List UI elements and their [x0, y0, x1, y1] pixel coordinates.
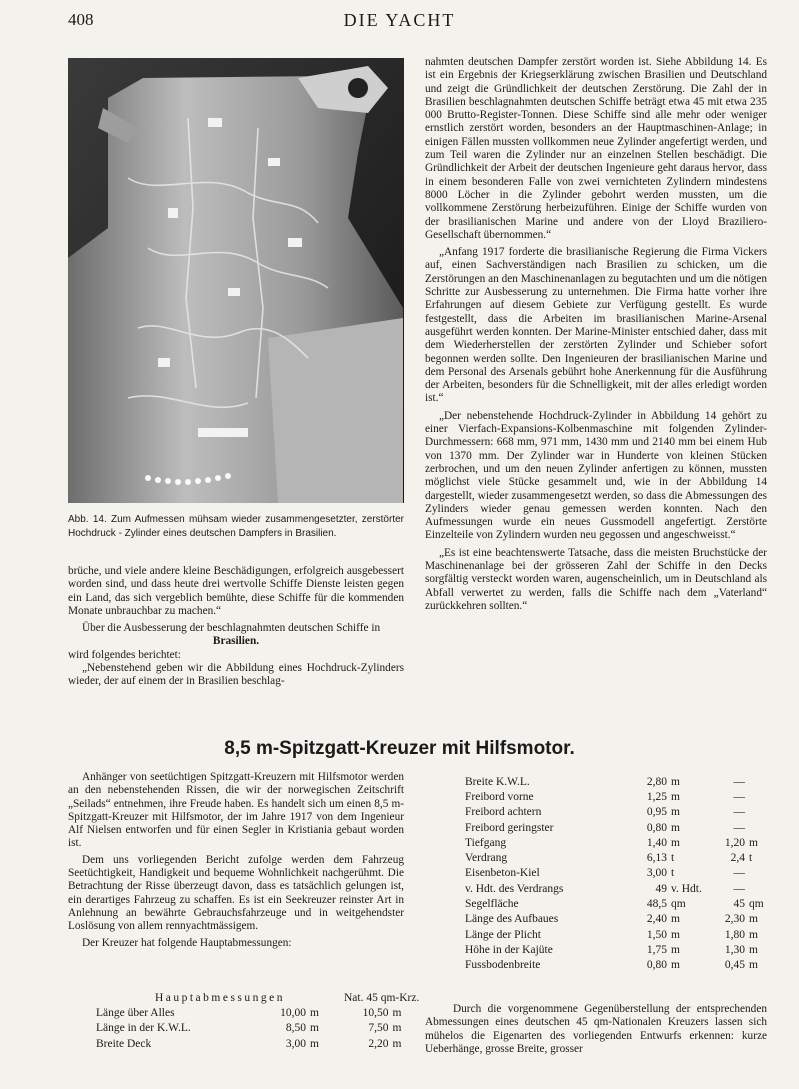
- paragraph: brüche, und viele andere kleine Beschädigungen, erfolgreich ausgebessert worden sind, und dass heute drei wertvolle Schiffe Dienste leisten gegen ein Land, das sich vergeblich bemühte, diese Schiffe für die kommenden Monate unbrauchbar zu machen.“: [68, 565, 404, 617]
- left-column-top: [68, 565, 404, 693]
- paragraph: Durch die vorgenommene Gegenüberstellung der entsprechenden Abmessungen eines deutschen 45 qm-Nationalen Kreuzers lassen sich mühelos die Eigenarten des vorliegenden Entwurfs erkennen: kurze Ueberhänge, grosse Breite, grosser: [425, 1003, 767, 1055]
- row-unit: m: [671, 928, 680, 941]
- row-unit: m: [310, 1006, 319, 1019]
- table-row: [96, 1036, 419, 1051]
- row-unit: m: [310, 1037, 319, 1050]
- row-unit-compare: [749, 866, 779, 881]
- left-column-bottom: [68, 771, 404, 953]
- row-value-compare: 1,20: [724, 836, 745, 849]
- table-row: [465, 820, 779, 835]
- table-row: [465, 774, 779, 789]
- row-value-compare: 10,50: [362, 1006, 389, 1019]
- table-header-right: Nat. 45 qm-Krz.: [344, 991, 420, 1004]
- row-unit: m: [671, 821, 680, 834]
- row-unit-compare: m: [749, 913, 758, 926]
- row-unit: m: [671, 806, 680, 819]
- row-value: 3,00: [285, 1037, 306, 1050]
- section-title: 8,5 m-Spitzgatt-Kreuzer mit Hilfsmotor.: [224, 738, 575, 759]
- row-value-compare: 1,80: [724, 928, 745, 941]
- row-value: 0,80: [646, 821, 667, 834]
- row-unit-compare: m: [392, 1022, 402, 1035]
- row-unit-compare: [749, 789, 779, 804]
- page-number: 408: [68, 10, 94, 29]
- table-row: [465, 958, 779, 973]
- row-unit-compare: qm: [749, 898, 764, 911]
- paragraph: „Nebenstehend geben wir die Abbildung eines Hochdruck-Zylinders wieder, der auf einem der in Brasilien beschlag-: [68, 662, 404, 688]
- row-unit-compare: m: [749, 928, 758, 941]
- row-label: v. Hdt. des Verdrangs: [465, 882, 564, 895]
- row-value-compare: 7,50: [368, 1022, 389, 1035]
- paragraph: „Anfang 1917 forderte die brasilianische Regierung die Firma Vickers auf, einen Sachverständigen nach Brasilien zu schicken, um die Zerstörungen an den Maschinenanlagen zu begutachten und um die nötigen Schritte zur Ausbesserung zu unternehmen. Die Firma hatte vorher ihre Erfahrungen auf diesem Gebiete zur Verfügung gestellt. Es wurde festgestellt, dass die Arbeiten im brasilianischen Marine-Arsenal ausgeführt werden konnten. Der Marine-Minister entschied daher, dass mit dem Wiederherstellen der zerstörten Zylinder und Schieber sofort begonnen werden sollte. Den Ingenieuren der brasilianischen Marine und dem Personal des Arsenals gebührt hohe Anerkennung für die Ausführung der Arbeiten, besonders für die Schnelligkeit, mit der alles erledigt worden ist.“: [425, 246, 767, 405]
- paragraph: Anhänger von seetüchtigen Spitzgatt-Kreuzern mit Hilfsmotor werden an den nebenstehenden Rissen, die wir der norwegischen Zeitschrift „Seilads“ entnehmen, ihre Freude haben. Es handelt sich um einen 8,5 m-Spitzgatt-Kreuzer mit Hilfsmotor, der im Jahre 1917 von dem Ingenieur Alf Nielsen entworfen und für einen Segler in Kristiania gebaut worden ist.: [68, 771, 404, 850]
- row-unit-compare: [749, 805, 779, 820]
- table-row: [465, 866, 779, 881]
- table-row: [465, 942, 779, 957]
- row-value: 0,80: [646, 959, 667, 972]
- row-value-compare: 1,30: [724, 943, 745, 956]
- row-value-compare: 45: [733, 898, 745, 911]
- row-value: 2,80: [646, 775, 667, 788]
- row-unit-compare: [749, 881, 779, 896]
- row-unit-compare: [749, 774, 779, 789]
- row-value: 1,75: [646, 943, 667, 956]
- row-label: Freibord achtern: [465, 806, 542, 819]
- row-label: Eisenbeton-Kiel: [465, 867, 540, 880]
- row-value: 1,25: [646, 790, 667, 803]
- table-row: [465, 805, 779, 820]
- row-unit-compare: [749, 820, 779, 835]
- inline-heading: Brasilien.: [212, 635, 260, 648]
- row-label: Verdrang: [465, 852, 508, 865]
- row-value: 1,40: [646, 836, 667, 849]
- row-unit: m: [671, 913, 680, 926]
- row-label: Freibord vorne: [465, 790, 534, 803]
- row-unit: v. Hdt.: [671, 882, 702, 895]
- paragraph: wird folgendes berichtet:: [68, 648, 181, 661]
- row-value: 0,95: [646, 806, 667, 819]
- table-row: [465, 881, 779, 896]
- row-label: Freibord geringster: [465, 821, 554, 834]
- row-unit: m: [671, 790, 680, 803]
- table-row: [465, 789, 779, 804]
- row-value: 10,00: [280, 1006, 306, 1019]
- row-unit-compare: m: [749, 943, 758, 956]
- row-label: Höhe in der Kajüte: [465, 943, 553, 956]
- row-unit: t: [671, 852, 675, 865]
- right-column-bottom: [425, 1003, 767, 1060]
- row-value-compare: 2,20: [368, 1037, 389, 1050]
- row-value-compare: —: [733, 806, 745, 819]
- cylinder-photo-image: [68, 58, 404, 503]
- row-value: 49: [655, 882, 667, 895]
- row-label: Länge der Plicht: [465, 928, 542, 941]
- table-row: [96, 1005, 419, 1020]
- row-unit: t: [671, 867, 675, 880]
- row-value: 1,50: [646, 928, 667, 941]
- row-unit-compare: m: [392, 1037, 402, 1050]
- row-value: 8,50: [285, 1022, 306, 1035]
- row-unit-compare: t: [749, 852, 753, 865]
- paragraph: Dem uns vorliegenden Bericht zufolge werden dem Fahrzeug Seetüchtigkeit, Handigkeit und bequeme Wohnlichkeit nachgerühmt. Die Betrachtung der Risse überzeugt davon, dass es tatsächlich gelungen ist, ein derartiges Fahrzeug zu schaffen. Es ist ein Seekreuzer reinster Art in Anlehnung an bewährte Gebrauchsfahrzeuge und in weitgehendster Loslösung von allem rennyachtmässigem.: [68, 853, 404, 933]
- row-label: Breite Deck: [96, 1037, 152, 1050]
- row-value: 48,5: [646, 898, 667, 911]
- table-row: [465, 912, 779, 927]
- row-value: 3,00: [646, 867, 667, 880]
- row-value-compare: 0,45: [724, 959, 745, 972]
- table-row: [465, 835, 779, 850]
- figure-photo: [68, 58, 404, 503]
- table-row: [96, 1021, 419, 1036]
- paragraph: Der Kreuzer hat folgende Hauptabmessungen:: [82, 936, 292, 949]
- table-header-left: Hauptabmessungen: [154, 991, 286, 1004]
- row-unit-compare: m: [749, 959, 758, 972]
- row-label: Tiefgang: [465, 836, 507, 849]
- figure-caption: Abb. 14. Zum Aufmessen mühsam wieder zusammengesetzter, zerstörter Hochdruck - Zylinder eines deutschen Dampfers in Brasilien.: [68, 514, 404, 539]
- row-unit: m: [310, 1022, 319, 1035]
- row-unit-compare: m: [392, 1006, 402, 1019]
- paragraph: nahmten deutschen Dampfer zerstört worden ist. Siehe Abbildung 14. Es ist ein Ergebnis der Kriegserklärung zwischen Brasilien und Deutschland und zeigt die Gründlichkeit der deutschen Zerstörung. Die Zahl der in Brasilien beschlagnahmten deutschen Schiffe beträgt etwa 45 mit etwa 235 000 Brutto-Register-Tonnen. Diese Schiffe sind alle mehr oder weniger ernstlich zerstört worden, besonders an der Hauptmaschinen-Anlage; in einigen Fällen mussten vollkommen neue Zylinder angefertigt werden, und zum Teil waren die Zylinder nur an einzelnen Stellen beschädigt. Die Gründlichkeit der Arbeit der deutschen Ingenieure geht daraus hervor, dass in einem besonderen Falle von zwei vernichteten Zylindern mindestens 8000 Löcher in die Zylinder gebohrt werden mussten, um die vollkommene Zerstörung herbeizuführen. Einige der Schiffe wurden von der brasilianischen Marine und andere von der Lloyd Braziliero-Gesellschaft übernommen.“: [425, 56, 767, 241]
- row-label: Fussbodenbreite: [465, 959, 541, 972]
- row-value: 6,13: [646, 852, 667, 865]
- dimensions-table-right: [465, 774, 779, 973]
- table-header-row: [96, 990, 419, 1005]
- row-value-compare: —: [733, 775, 745, 788]
- row-label: Länge des Aufbaues: [465, 913, 559, 926]
- row-unit: m: [671, 836, 680, 849]
- right-column-top: [425, 56, 767, 617]
- row-value-compare: —: [733, 867, 745, 880]
- row-unit: qm: [671, 898, 686, 911]
- row-value-compare: 2,30: [724, 913, 745, 926]
- table-row: [465, 896, 779, 911]
- row-value-compare: 2,4: [730, 852, 745, 865]
- row-value-compare: —: [733, 882, 745, 895]
- paragraph: „Es ist eine beachtenswerte Tatsache, dass die meisten Bruchstücke der Maschinenanlage bei der grösseren Zahl der Schiffe in den Decks sorgfältig versteckt worden waren, augenscheinlich, um in Deutschland als Abfall verwertet zu werden, falls die Schiffe nach dem „Vaterland“ zurückkehren sollten.“: [425, 546, 767, 612]
- row-value-compare: —: [733, 821, 745, 834]
- row-label: Länge über Alles: [96, 1006, 175, 1019]
- paragraph: Über die Ausbesserung der beschlagnahmten deutschen Schiffe in: [82, 622, 381, 635]
- paragraph: „Der nebenstehende Hochdruck-Zylinder in Abbildung 14 gehört zu einer Vierfach-Expansions-Kolbenmaschine mit folgenden Zylinder-Durchmessern: 668 mm, 971 mm, 1430 mm und 2140 mm bei einem Hub von 1370 mm. Der Zylinder war in Hunderte von kleinen Stücken zerbrochen, und um den neuen Zylinder anfertigen zu können, mussten möglichst viele Stücke gesammelt und, wie in der Abbildung 14 dargestellt, wieder zusammengesetzt werden, so dass die Abmessungen des Zylinders wieder genau gemessen werden konnten. Nach den Aufmessungen wurde ein neues Gussmodell angefertigt. Zerstörte Einzelteile von Zylindern wurden neu gegossen und angeschweisst.“: [425, 409, 767, 542]
- row-label: Segelfläche: [465, 898, 519, 911]
- row-unit: m: [671, 775, 680, 788]
- dimensions-table-left: [96, 990, 419, 1051]
- row-unit: m: [671, 943, 680, 956]
- row-unit-compare: m: [749, 836, 758, 849]
- row-unit: m: [671, 959, 680, 972]
- row-value-compare: —: [733, 790, 745, 803]
- row-label: Länge in der K.W.L.: [96, 1022, 191, 1035]
- row-value: 2,40: [646, 913, 667, 926]
- running-head: DIE YACHT: [343, 10, 456, 30]
- table-row: [465, 927, 779, 942]
- row-label: Breite K.W.L.: [465, 775, 530, 788]
- table-row: [465, 850, 779, 865]
